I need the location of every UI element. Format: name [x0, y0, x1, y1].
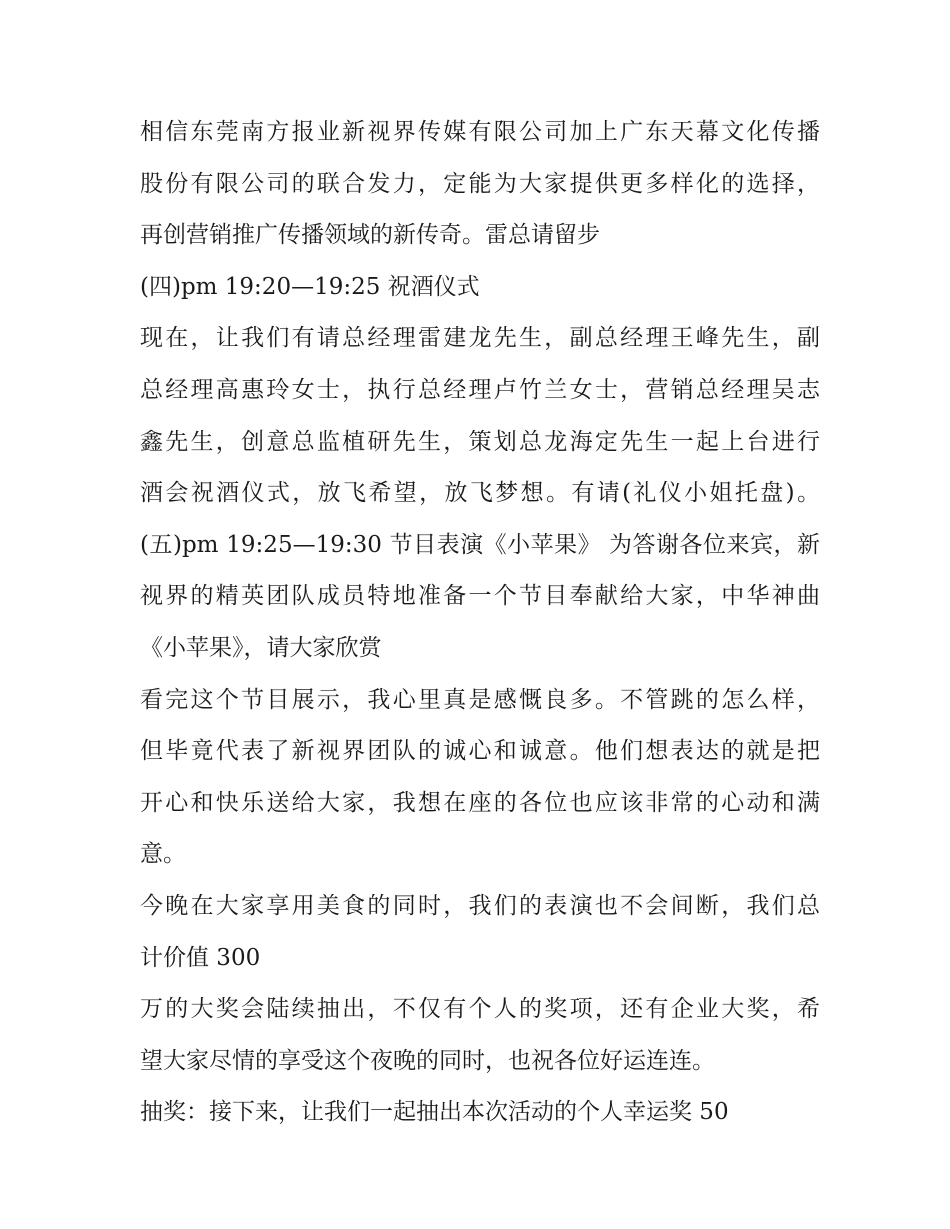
- text-line-16: 今晚在大家享用美食的同时，我们的表演也不会间断，我们总: [140, 892, 820, 919]
- text-line-6: 总经理高惠玲女士，执行总经理卢竹兰女士，营销总经理吴志: [140, 376, 820, 403]
- text-line-1: 相信东莞南方报业新视界传媒有限公司加上广东天幕文化传播: [140, 119, 820, 145]
- text-line-7: 鑫先生，创意总监植研先生，策划总龙海定先生一起上台进行: [140, 428, 820, 455]
- text-line-5: 现在，让我们有请总经理雷建龙先生，副总经理王峰先生，副: [140, 325, 820, 352]
- text-line-19: 望大家尽情的享受这个夜晚的同时，也祝各位好运连连。: [140, 1047, 715, 1074]
- text-line-20: 抽奖：接下来，让我们一起抽出本次活动的个人幸运奖 50: [140, 1099, 729, 1126]
- text-line-18: 万的大奖会陆续抽出，不仅有个人的奖项，还有企业大奖，希: [140, 996, 820, 1023]
- text-line-3: 再创营销推广传播领域的新传奇。雷总请留步: [140, 222, 600, 249]
- section-heading-performance: (五)pm 19:25—19:30 节目表演《小苹果》 为答谢各位来宾，新: [140, 531, 820, 558]
- text-line-8: 酒会祝酒仪式，放飞希望，放飞梦想。有请(礼仪小姐托盘)。: [140, 480, 820, 507]
- text-line-2: 股份有限公司的联合发力，定能为大家提供更多样化的选择，: [140, 170, 820, 197]
- text-line-12: 看完这个节目展示，我心里真是感慨良多。不管跳的怎么样，: [140, 686, 820, 713]
- text-line-13: 但毕竟代表了新视界团队的诚心和诚意。他们想表达的就是把: [140, 738, 820, 765]
- text-line-11: 《小苹果》，请大家欣赏: [140, 634, 382, 661]
- text-line-17: 计价值 300: [140, 944, 261, 971]
- text-line-15: 意。: [140, 841, 186, 868]
- text-line-10: 视界的精英团队成员特地准备一个节目奉献给大家，中华神曲: [140, 583, 820, 610]
- text-line-14: 开心和快乐送给大家，我想在座的各位也应该非常的心动和满: [140, 789, 820, 816]
- document-body: [140, 107, 820, 1139]
- section-heading-toast: (四)pm 19:20—19:25 祝酒仪式: [140, 273, 480, 300]
